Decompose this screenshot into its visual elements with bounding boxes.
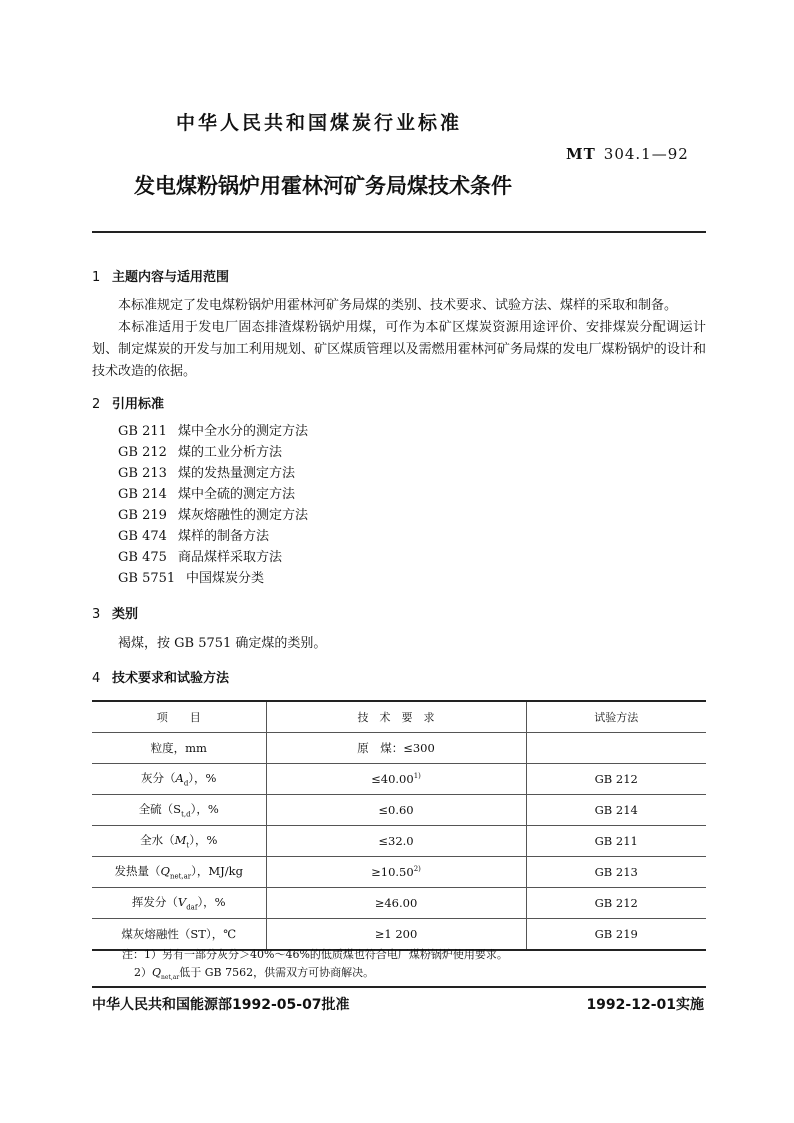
reference-name: 商品煤样采取方法	[178, 550, 283, 565]
item-subscript: daf	[186, 903, 198, 912]
reference-item	[118, 547, 308, 568]
reference-item	[118, 526, 308, 547]
item-symbol: M	[174, 833, 187, 848]
table-row	[92, 826, 706, 857]
table-header-row	[92, 701, 706, 733]
item-cell	[92, 888, 266, 919]
note-subscript: net,ar	[161, 974, 180, 982]
table-row	[92, 764, 706, 795]
note-number: 2）	[134, 966, 152, 979]
item-symbol: V	[177, 895, 187, 910]
effective-date: 1992-12-01实施	[586, 997, 704, 1013]
column-header-test-method: 试验方法	[526, 701, 706, 733]
item-subscript: net,ar	[169, 872, 192, 881]
footer-divider	[92, 986, 706, 988]
reference-name: 煤的工业分析方法	[178, 445, 283, 460]
reference-name: 煤样的制备方法	[178, 529, 270, 544]
section-1-paragraph-1: 本标准规定了发电煤粉锅炉用霍林河矿务局煤的类别、技术要求、试验方法、煤样的采取和制备。	[118, 298, 678, 313]
section-3-heading	[92, 603, 138, 622]
item-label: 全水（	[140, 833, 175, 848]
reference-item	[118, 505, 308, 526]
section-title: 主题内容与适用范围	[112, 270, 230, 285]
item-cell	[92, 857, 266, 888]
item-cell	[92, 795, 266, 826]
section-2-heading	[92, 393, 164, 412]
method-cell: GB 219	[526, 919, 706, 951]
reference-name: 煤中全硫的测定方法	[178, 487, 296, 502]
reference-item	[118, 484, 308, 505]
item-symbol: Q	[160, 864, 170, 879]
item-label: 灰分（	[141, 771, 176, 786]
method-cell: GB 214	[526, 795, 706, 826]
reference-item	[118, 463, 308, 484]
reference-code: GB 212	[118, 445, 167, 460]
column-header-requirement: 技 术 要 求	[266, 701, 526, 733]
reference-code: GB 5751	[118, 571, 176, 586]
item-cell: 煤灰熔融性（ST），℃	[92, 919, 266, 951]
reference-code: GB 214	[118, 487, 167, 502]
section-number: 3	[92, 607, 101, 622]
requirement-cell: ≤0.60	[266, 795, 526, 826]
method-cell: GB 212	[526, 764, 706, 795]
method-cell	[526, 733, 706, 764]
reference-code: GB 213	[118, 466, 167, 481]
item-subscript: t,d	[181, 810, 191, 819]
section-1-heading	[92, 266, 229, 285]
standard-code	[566, 145, 689, 163]
item-unit: ），%	[189, 833, 218, 848]
standard-prefix: MT	[566, 145, 596, 163]
table-note-2	[134, 964, 374, 987]
note-text: 低于 GB 7562，供需双方可协商解决。	[179, 966, 375, 979]
reference-code: GB 219	[118, 508, 167, 523]
section-title: 引用标准	[112, 397, 165, 412]
section-title: 技术要求和试验方法	[112, 671, 230, 686]
item-subscript: d	[183, 779, 189, 788]
item-cell	[92, 826, 266, 857]
footnote-mark: 1)	[413, 772, 421, 781]
reference-name: 中国煤炭分类	[186, 571, 265, 586]
reference-name: 煤灰熔融性的测定方法	[178, 508, 309, 523]
reference-code: GB 475	[118, 550, 167, 565]
requirement-cell: ≥1 200	[266, 919, 526, 951]
item-unit: ），%	[188, 771, 217, 786]
reference-name: 煤中全水分的测定方法	[178, 424, 309, 439]
approval-line: 中华人民共和国能源部1992-05-07批准	[92, 997, 350, 1013]
item-subscript: t	[186, 841, 190, 850]
section-number: 2	[92, 397, 101, 412]
section-number: 4	[92, 671, 101, 686]
requirement-cell: ≥46.00	[266, 888, 526, 919]
item-cell: 粒度，mm	[92, 733, 266, 764]
section-number: 1	[92, 270, 101, 285]
standard-number: 304.1—92	[603, 145, 689, 163]
section-4-heading	[92, 667, 229, 686]
reference-code: GB 474	[118, 529, 167, 544]
table-note-1: 注：1）另有一部分灰分＞40%～46%的低质煤也符合电厂煤粉锅炉使用要求。	[122, 948, 508, 961]
item-symbol: A	[175, 771, 184, 786]
table-row	[92, 733, 706, 764]
technical-requirements-table	[92, 700, 706, 951]
column-header-item: 项 目	[92, 701, 266, 733]
reference-name: 煤的发热量测定方法	[178, 466, 296, 481]
reference-item	[118, 442, 308, 463]
reference-item	[118, 421, 308, 442]
table-row	[92, 857, 706, 888]
section-3-paragraph: 褐煤，按 GB 5751 确定煤的类别。	[118, 636, 327, 651]
requirement-cell: ≤32.0	[266, 826, 526, 857]
item-label: 发热量（	[114, 864, 161, 879]
reference-list	[118, 421, 308, 589]
requirement-cell	[266, 857, 526, 888]
method-cell: GB 211	[526, 826, 706, 857]
item-unit: ），MJ/kg	[191, 864, 243, 879]
requirement-value: ≤40.00	[371, 772, 414, 786]
section-title: 类别	[112, 607, 139, 622]
table-row	[92, 888, 706, 919]
requirement-value: ≥10.50	[371, 865, 414, 879]
section-1-paragraph-2: 本标准适用于发电厂固态排渣煤粉锅炉用煤，可作为本矿区煤炭资源用途评价、安排煤炭分配调运计划、制定煤炭的开发与加工利用规划、矿区煤质管理以及需燃用霍林河矿务局煤的发电厂煤粉锅炉的设计和技术改造的依据。	[92, 320, 706, 379]
method-cell: GB 212	[526, 888, 706, 919]
item-cell	[92, 764, 266, 795]
header-divider	[92, 231, 706, 233]
document-title: 发电煤粉锅炉用霍林河矿务局煤技术条件	[134, 174, 512, 198]
reference-code: GB 211	[118, 424, 167, 439]
note-symbol: Q	[152, 966, 162, 979]
footnote-mark: 2)	[413, 865, 421, 874]
item-label: 挥发分（	[131, 895, 178, 910]
requirement-cell: 原 煤：≤300	[266, 733, 526, 764]
requirement-cell	[266, 764, 526, 795]
item-unit: ），%	[197, 895, 226, 910]
org-title: 中华人民共和国煤炭行业标准	[176, 112, 463, 134]
item-label: 全硫（S	[138, 802, 182, 817]
item-unit: ），%	[190, 802, 219, 817]
reference-item	[118, 568, 308, 589]
table-row	[92, 795, 706, 826]
method-cell: GB 213	[526, 857, 706, 888]
